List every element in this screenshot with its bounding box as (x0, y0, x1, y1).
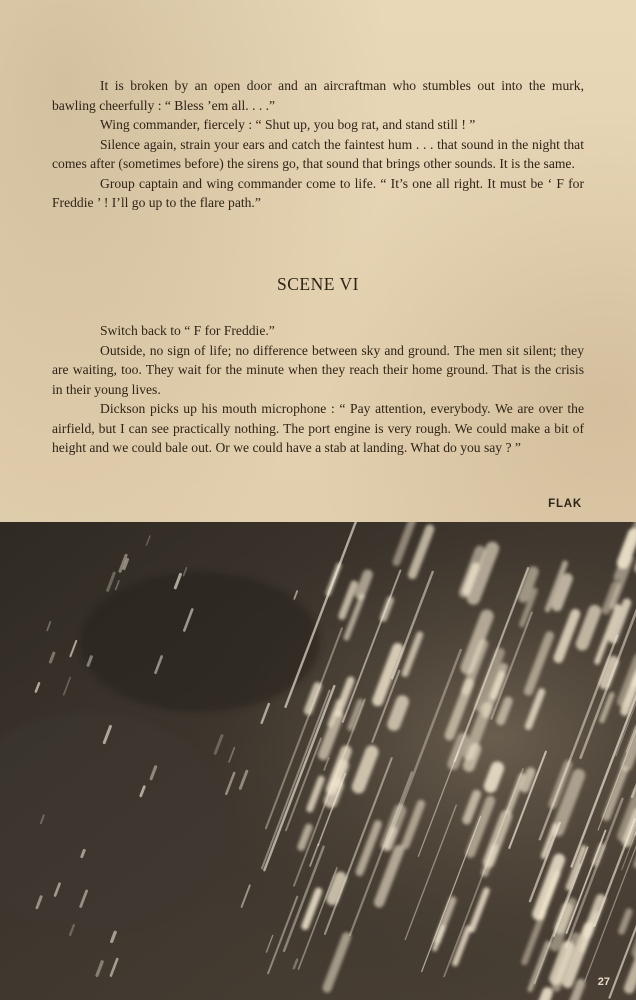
flak-streak (394, 702, 403, 724)
paragraph-dickson: Dickson picks up his mouth microphone : “ Pay attention, everybody. We are over the airfield, but I can see practically nothing. The port engine is very rough. We could make a bit of height and we could bale out. Or we could have a stab at landing. What do you say ? ” (52, 401, 584, 455)
paragraph-wing-commander: Wing commander, fiercely : “ Shut up, you bog rat, and stand still ! ” (100, 117, 476, 132)
top-text-block (52, 76, 584, 213)
scene-heading: SCENE VI (277, 274, 359, 294)
paragraph-outside: Outside, no sign of life; no difference between sky and ground. The men sit silent; they are waiting, too. They wait for the minute when they reach their home ground. That is the crisis in their young lives. (52, 342, 584, 397)
flak-photograph (0, 522, 636, 1000)
paragraph-group-captain: Group captain and wing commander come to life. “ It’s one all right. It must be ‘ F for Freddie ’ ! I’ll go up to the flare path.” (52, 175, 584, 210)
flak-streak (360, 575, 368, 595)
photo-caption: FLAK (548, 498, 582, 510)
page-number: 27 (597, 976, 610, 988)
flak-streak (491, 768, 498, 786)
paragraph-aircraftman: It is broken by an open door and an aircraftman who stumbles out into the murk, bawling cheerfully : “ Bless ’em all. . . .” (52, 78, 584, 113)
flak-streak (525, 772, 531, 788)
bottom-text-block (52, 321, 584, 458)
paragraph-silence: Silence again, strain your ears and catch the faintest hum . . . that sound in the night that comes after (sometimes before) the sirens go, that sound that brings other sounds. It is the same. (52, 136, 584, 171)
flak-streak (469, 749, 475, 766)
paragraph-switch-back: Switch back to “ F for Freddie.” (100, 323, 275, 338)
